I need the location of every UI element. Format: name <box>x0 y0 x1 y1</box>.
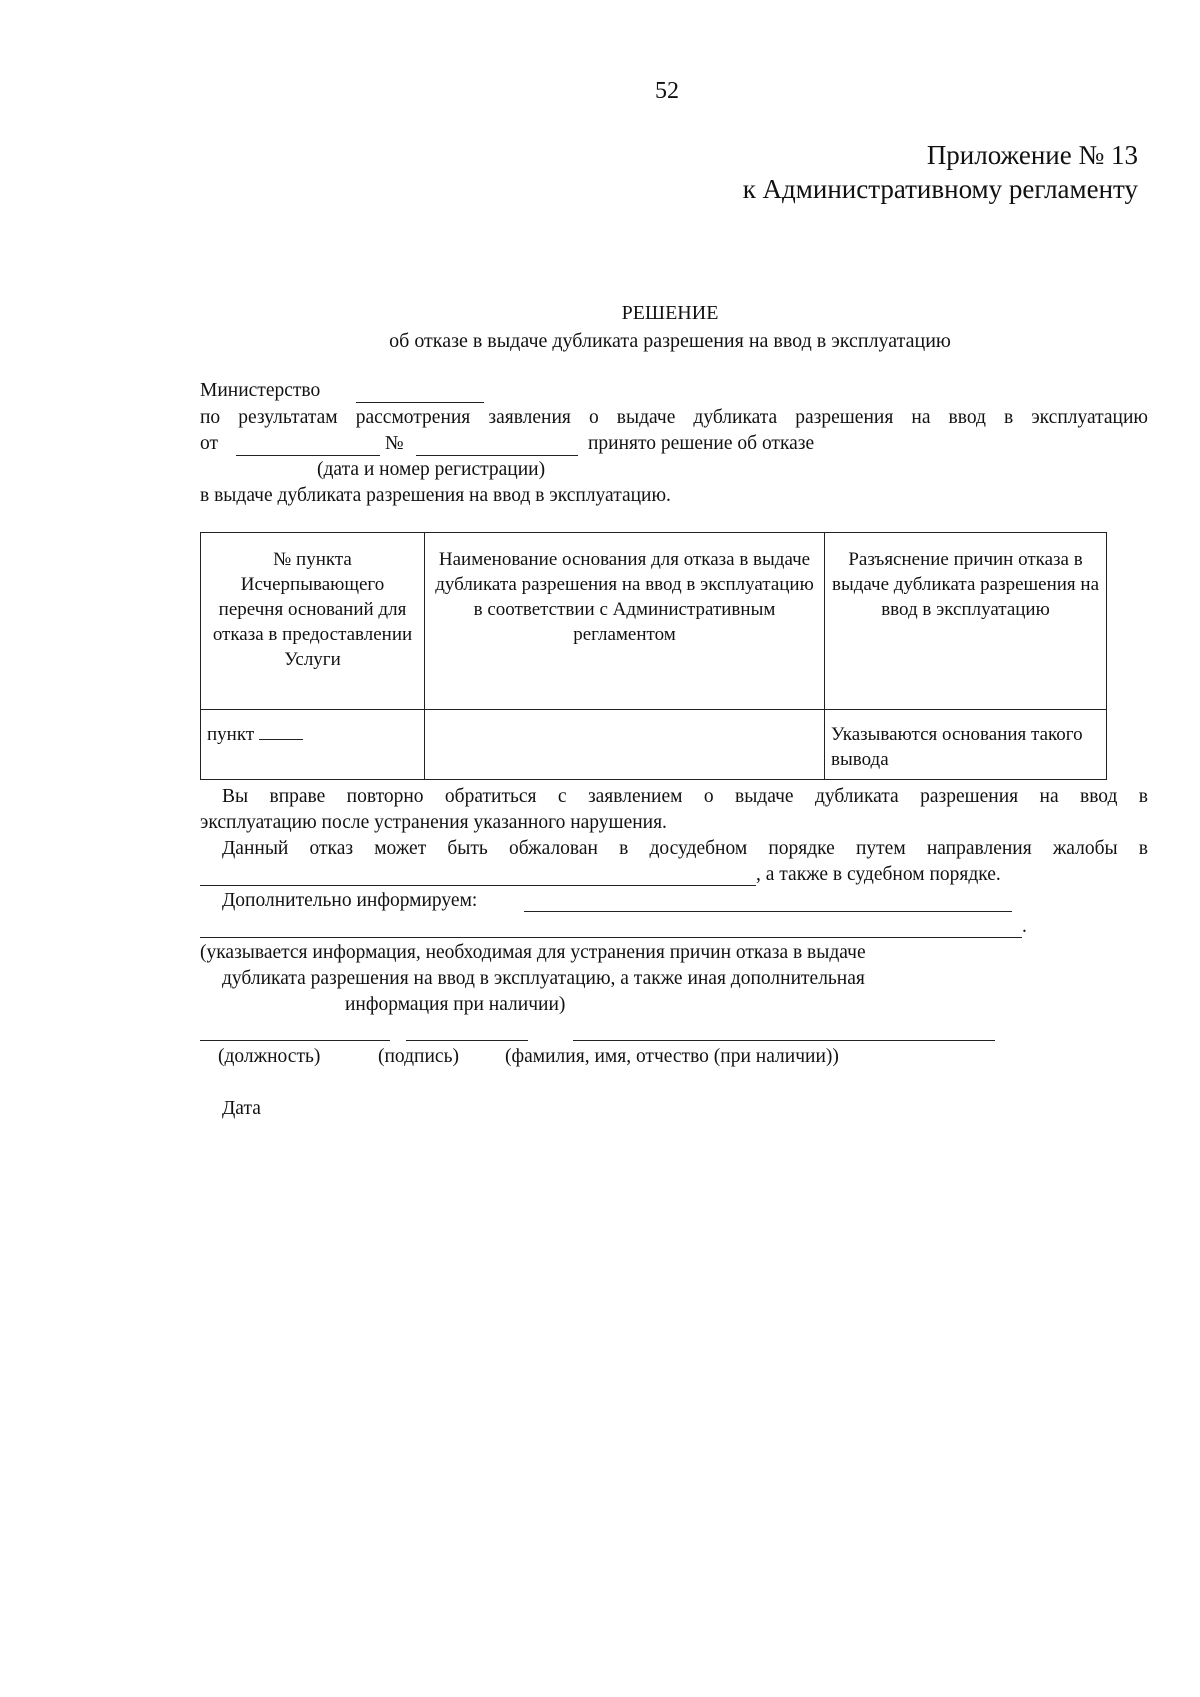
appeal-line-1: Данный отказ может быть обжалован в досудебном порядке путем направления жалобы в <box>222 838 1148 859</box>
number-label: № <box>385 433 404 454</box>
table-header-row <box>201 533 1107 710</box>
number-blank-line <box>416 455 578 456</box>
position-blank-line <box>200 1040 390 1041</box>
document-subtitle: об отказе в выдаче дубликата разрешения на ввод в эксплуатацию <box>389 330 951 352</box>
appendix-reference: к Административному регламенту <box>742 174 1138 204</box>
header-point-number: № пункта Исчерпывающего перечня оснований для отказа в предоставлении Услуги <box>201 533 425 710</box>
additional-info-blank-line <box>524 911 1012 912</box>
header-explanation: Разъяснение причин отказа в выдаче дубликата разрешения на ввод в эксплуатацию <box>825 533 1107 710</box>
document-title: РЕШЕНИЕ <box>621 302 719 324</box>
point-blank-line <box>259 739 303 740</box>
results-line: по результатам рассмотрения заявления о выдаче дубликата разрешения на ввод в эксплуатацию <box>200 407 1148 428</box>
ministry-label: Министерство <box>200 380 321 401</box>
refusal-table <box>200 532 1107 780</box>
appeal-line-2: , а также в судебном порядке. <box>756 864 1001 885</box>
issue-line: в выдаче дубликата разрешения на ввод в эксплуатацию. <box>200 485 671 506</box>
appendix-number: Приложение № 13 <box>926 140 1138 170</box>
full-name-caption: (фамилия, имя, отчество (при наличии)) <box>505 1046 839 1067</box>
signature-caption: (подпись) <box>378 1046 459 1067</box>
position-caption: (должность) <box>218 1046 321 1067</box>
from-label: от <box>200 433 219 454</box>
additional-info-label: Дополнительно информируем: <box>222 890 478 911</box>
table-row <box>201 710 1107 780</box>
signature-blank-line <box>406 1040 528 1041</box>
cell-explanation: Указываются основания такого вывода <box>825 710 1107 780</box>
registration-hint: (дата и номер регистрации) <box>317 459 546 480</box>
additional-info-hint-2: дубликата разрешения на ввод в эксплуатацию, а также иная дополнительная <box>222 968 865 989</box>
additional-info-hint-3: информация при наличии) <box>345 994 566 1015</box>
additional-info-blank-line-2 <box>200 937 1022 938</box>
decision-text: принято решение об отказе <box>588 433 815 454</box>
additional-info-hint-1: (указывается информация, необходимая для устранения причин отказа в выдаче <box>200 942 866 963</box>
full-name-blank-line <box>573 1040 995 1041</box>
reapply-line-1: Вы вправе повторно обратиться с заявлением о выдаче дубликата разрешения на ввод в <box>222 786 1148 807</box>
date-blank-line <box>236 455 380 456</box>
ministry-blank-line <box>356 402 484 403</box>
header-basis-name: Наименование основания для отказа в выдаче дубликата разрешения на ввод в эксплуатацию в соответствии с Административным регламентом <box>425 533 825 710</box>
point-label: пункт <box>207 724 255 745</box>
date-label: Дата <box>222 1098 261 1119</box>
cell-basis <box>425 710 825 780</box>
appeal-blank-line <box>200 885 756 886</box>
reapply-line-2: эксплуатацию после устранения указанного нарушения. <box>200 812 667 833</box>
cell-point <box>201 710 425 780</box>
additional-info-dot: . <box>1022 916 1027 937</box>
page-number: 52 <box>655 78 679 104</box>
